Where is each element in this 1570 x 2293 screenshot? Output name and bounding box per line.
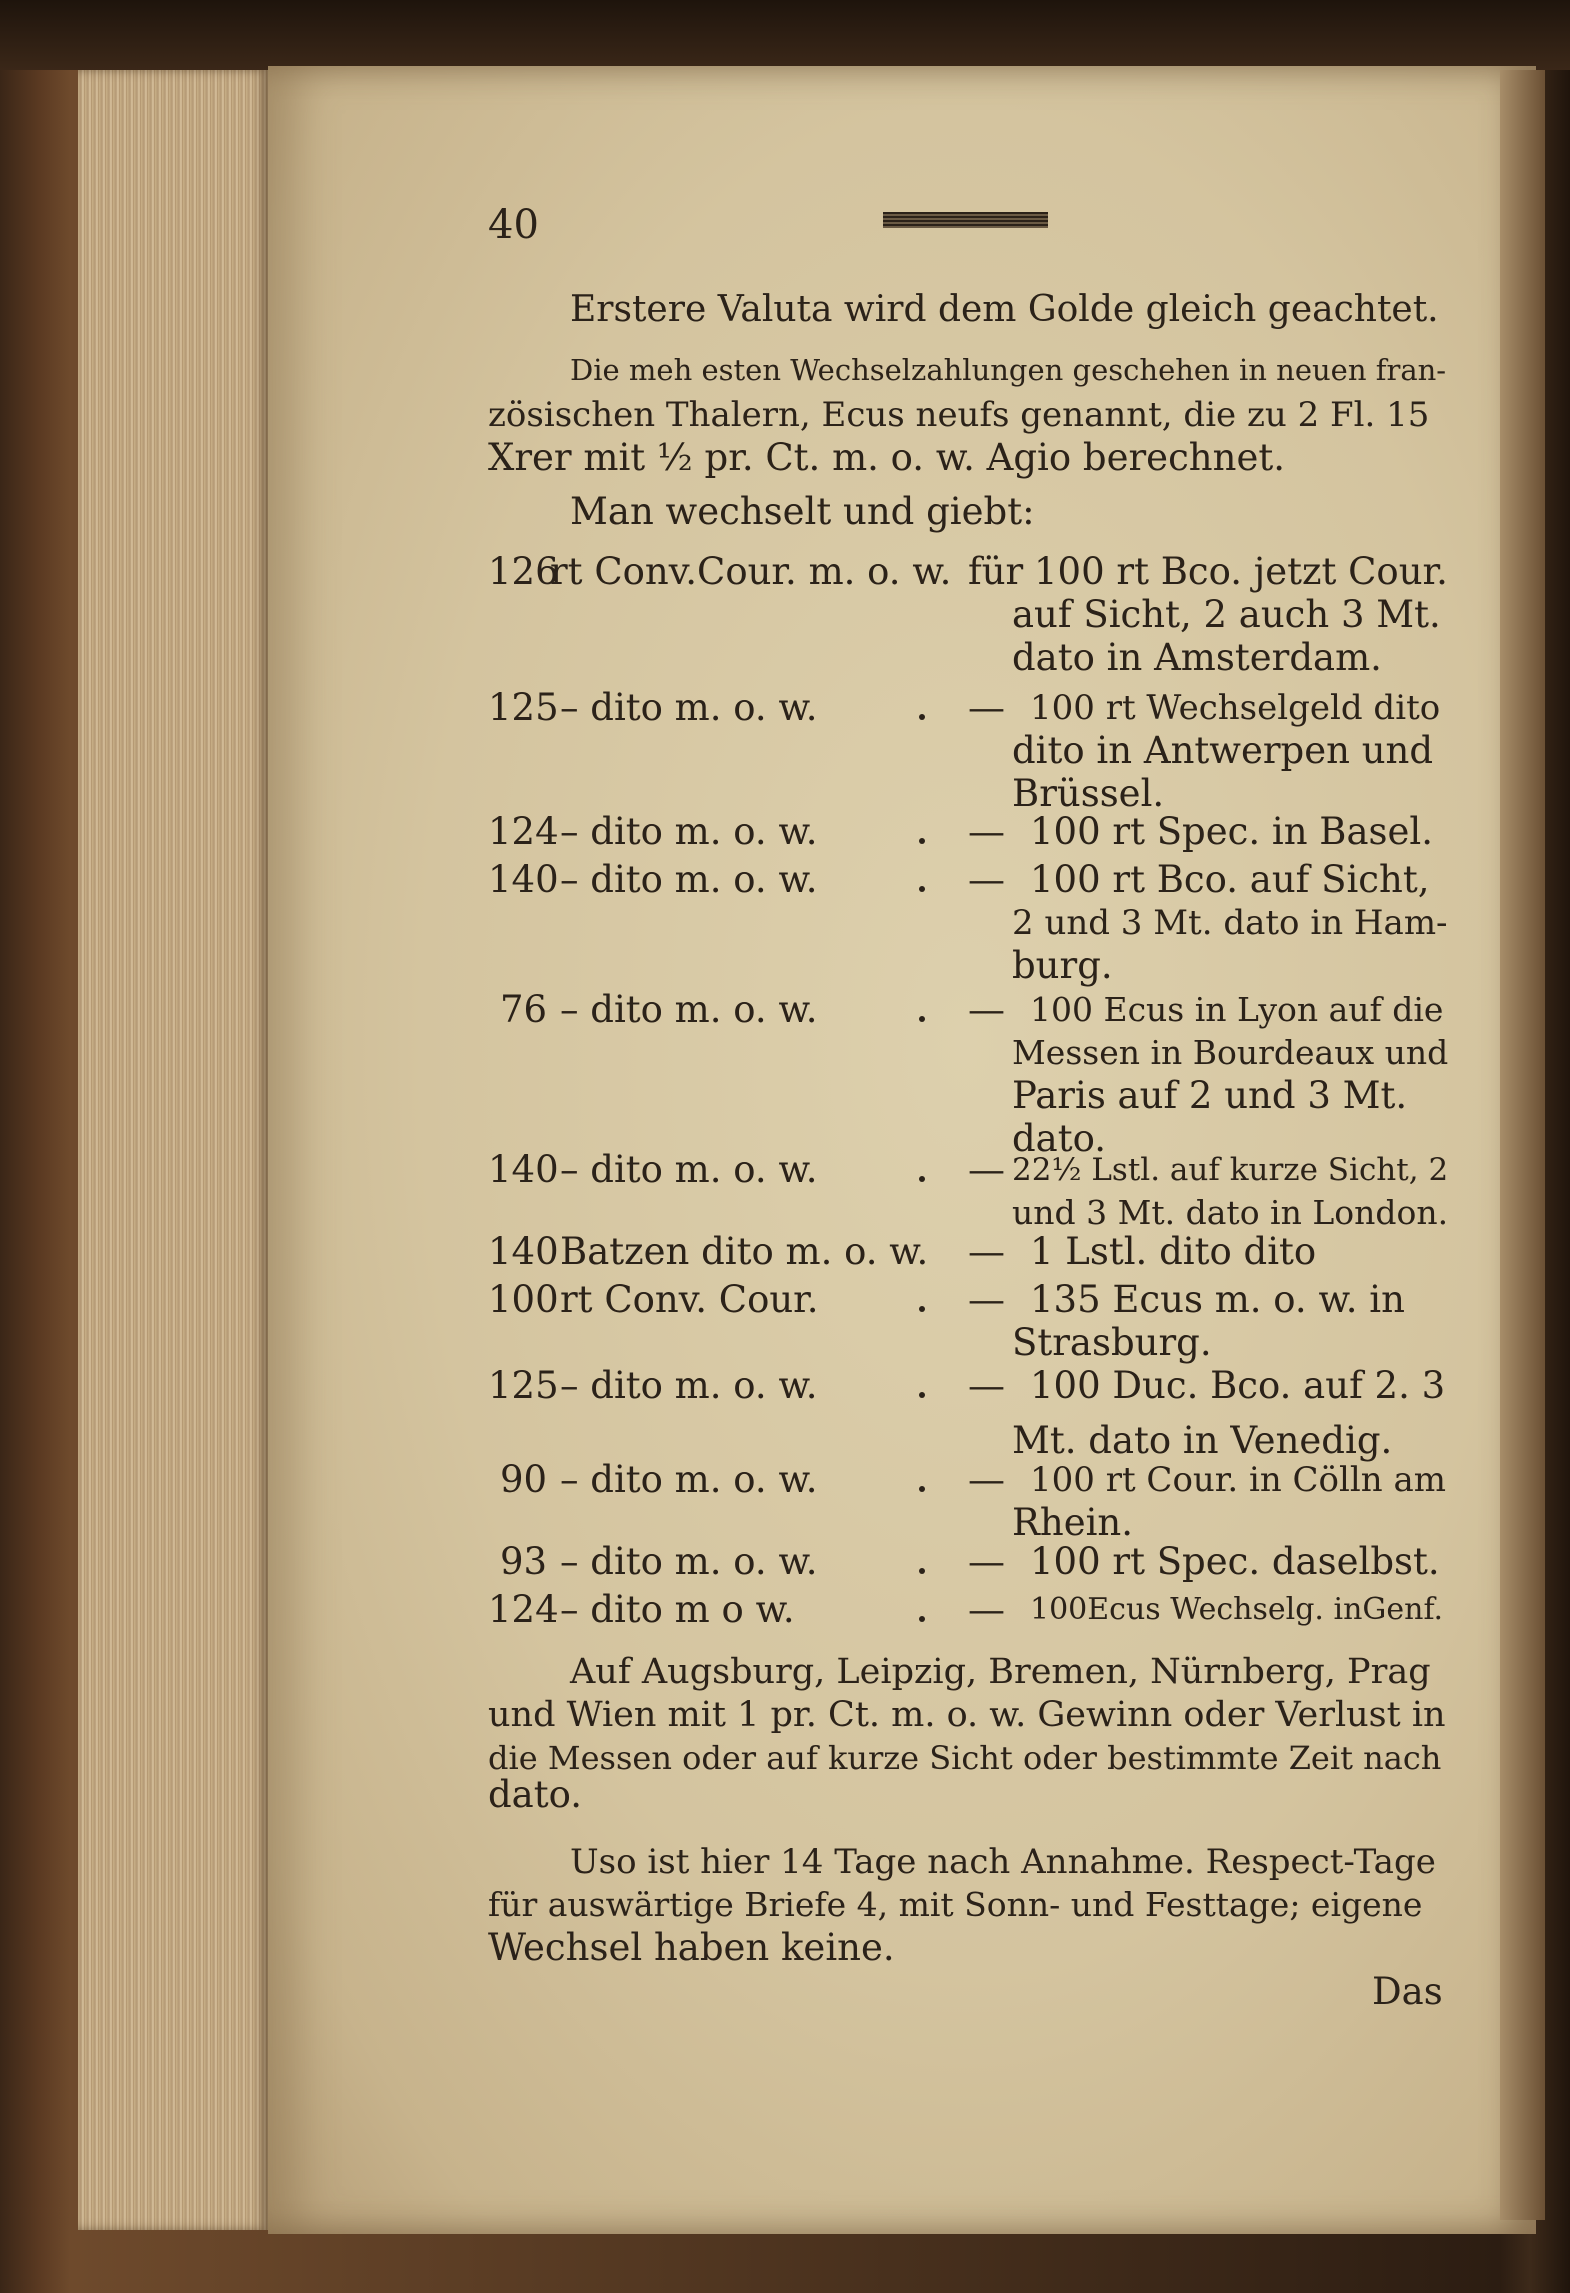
exchange-rate-line: 1 Lstl. dito dito (1030, 1230, 1317, 1273)
header-ornament (883, 212, 1048, 228)
exchange-rate-line: burg. (1012, 944, 1113, 987)
exchange-rate-line: 100 rt Cour. in Cölln am (1030, 1460, 1446, 1500)
exchange-rate-line: 100 rt Spec. daselbst. (1030, 1540, 1440, 1583)
closing-line: Uso ist hier 14 Tage nach Annahme. Respect-Tage (570, 1842, 1436, 1882)
leader-dot (919, 1568, 925, 1574)
exchange-rate-line: und 3 Mt. dato in London. (1012, 1193, 1449, 1232)
exchange-rate-line: Mt. dato in Venedig. (1012, 1419, 1393, 1462)
exchange-amount: 90 (500, 1458, 548, 1501)
exchange-rate-line: dato. (1012, 1117, 1106, 1160)
exchange-currency: – dito m o w. (560, 1588, 795, 1631)
exchange-currency: Batzen dito m. o. w. (560, 1230, 929, 1273)
body-line: Xrer mit ½ pr. Ct. m. o. w. Agio berechnet. (488, 436, 1285, 479)
exchange-currency: – dito m. o. w. (560, 988, 818, 1031)
exchange-rate-line: 100 rt Bco. jetzt Cour. (1034, 550, 1448, 593)
exchange-rate-line: Rhein. (1012, 1501, 1134, 1544)
exchange-amount: 125 (488, 686, 559, 729)
exchange-rate-line: 22½ Lstl. auf kurze Sicht, 2 (1012, 1152, 1449, 1188)
exchange-rate-line: Messen in Bourdeaux und (1012, 1033, 1449, 1072)
body-line: zösischen Thalern, Ecus neufs genannt, die zu 2 Fl. 15 (488, 395, 1430, 435)
exchange-currency: rt Conv.Cour. m. o. w. (550, 550, 952, 593)
exchange-rate-line: 100 rt Wechselgeld dito (1030, 688, 1441, 728)
exchange-currency: – dito m. o. w. (560, 810, 818, 853)
leader-dot (919, 838, 925, 844)
exchange-prep: für (968, 550, 1024, 593)
exchange-rate-line: 2 und 3 Mt. dato in Ham- (1012, 903, 1448, 943)
page-number: 40 (488, 202, 539, 248)
exchange-rate-line: 135 Ecus m. o. w. in (1030, 1278, 1405, 1321)
leader-dot (919, 1486, 925, 1492)
exchange-prep: — (968, 1148, 1005, 1191)
exchange-prep: — (968, 858, 1005, 901)
catchword: Das (1372, 1970, 1443, 2013)
exchange-prep: — (968, 1540, 1005, 1583)
leader-dot (919, 1392, 925, 1398)
exchange-prep: — (968, 1278, 1005, 1321)
leader-dot (919, 1176, 925, 1182)
exchange-prep: — (968, 810, 1005, 853)
exchange-rate-line: 100Ecus Wechselg. inGenf. (1030, 1592, 1444, 1627)
exchange-amount: 126 (488, 550, 559, 593)
body-line: Man wechselt und giebt: (570, 490, 1035, 533)
closing-line: und Wien mit 1 pr. Ct. m. o. w. Gewinn oder Verlust in (488, 1695, 1446, 1735)
exchange-rate-line: Strasburg. (1012, 1321, 1212, 1364)
exchange-rate-line: 100 Ecus in Lyon auf die (1030, 990, 1444, 1029)
exchange-rate-line: dato in Amsterdam. (1012, 636, 1382, 679)
leader-dot (919, 1616, 925, 1622)
closing-line: Wechsel haben keine. (488, 1926, 895, 1969)
leader-dot (919, 1016, 925, 1022)
exchange-rate-line: auf Sicht, 2 auch 3 Mt. (1012, 593, 1441, 636)
exchange-amount: 124 (488, 810, 559, 853)
exchange-currency: – dito m. o. w. (560, 1540, 818, 1583)
exchange-rate-line: Paris auf 2 und 3 Mt. (1012, 1074, 1408, 1117)
exchange-currency: – dito m. o. w. (560, 1458, 818, 1501)
closing-line: die Messen oder auf kurze Sicht oder bestimmte Zeit nach (488, 1739, 1442, 1777)
closing-line: für auswärtige Briefe 4, mit Sonn- und Festtage; eigene (488, 1885, 1423, 1924)
exchange-prep: — (968, 1230, 1005, 1273)
exchange-rate-line: 100 rt Bco. auf Sicht, (1030, 858, 1430, 901)
exchange-prep: — (968, 1364, 1005, 1407)
exchange-prep: — (968, 988, 1005, 1031)
exchange-rate-line: 100 rt Spec. in Basel. (1030, 810, 1434, 853)
exchange-amount: 140 (488, 858, 559, 901)
exchange-prep: — (968, 1458, 1005, 1501)
leader-dot (919, 886, 925, 892)
closing-line: dato. (488, 1773, 582, 1816)
exchange-currency: – dito m. o. w. (560, 858, 818, 901)
exchange-prep: — (968, 686, 1005, 729)
exchange-rate-line: dito in Antwerpen und (1012, 729, 1434, 772)
exchange-currency: rt Conv. Cour. (560, 1278, 819, 1321)
exchange-amount: 76 (500, 988, 548, 1031)
exchange-amount: 125 (488, 1364, 559, 1407)
leader-dot (919, 714, 925, 720)
exchange-amount: 140 (488, 1230, 559, 1273)
exchange-amount: 100 (488, 1278, 559, 1321)
body-line: Die meh esten Wechselzahlungen geschehen in neuen fran- (570, 353, 1447, 387)
exchange-currency: – dito m. o. w. (560, 686, 818, 729)
exchange-amount: 124 (488, 1588, 559, 1631)
body-line: Erstere Valuta wird dem Golde gleich geachtet. (570, 289, 1439, 330)
exchange-amount: 93 (500, 1540, 548, 1583)
exchange-currency: – dito m. o. w. (560, 1148, 818, 1191)
exchange-currency: – dito m. o. w. (560, 1364, 818, 1407)
closing-line: Auf Augsburg, Leipzig, Bremen, Nürnberg, Prag (570, 1652, 1431, 1692)
exchange-prep: — (968, 1588, 1005, 1631)
exchange-amount: 140 (488, 1148, 559, 1191)
exchange-rate-line: Brüssel. (1012, 772, 1165, 815)
leader-dot (919, 1306, 925, 1312)
exchange-rate-line: 100 Duc. Bco. auf 2. 3 (1030, 1364, 1446, 1407)
